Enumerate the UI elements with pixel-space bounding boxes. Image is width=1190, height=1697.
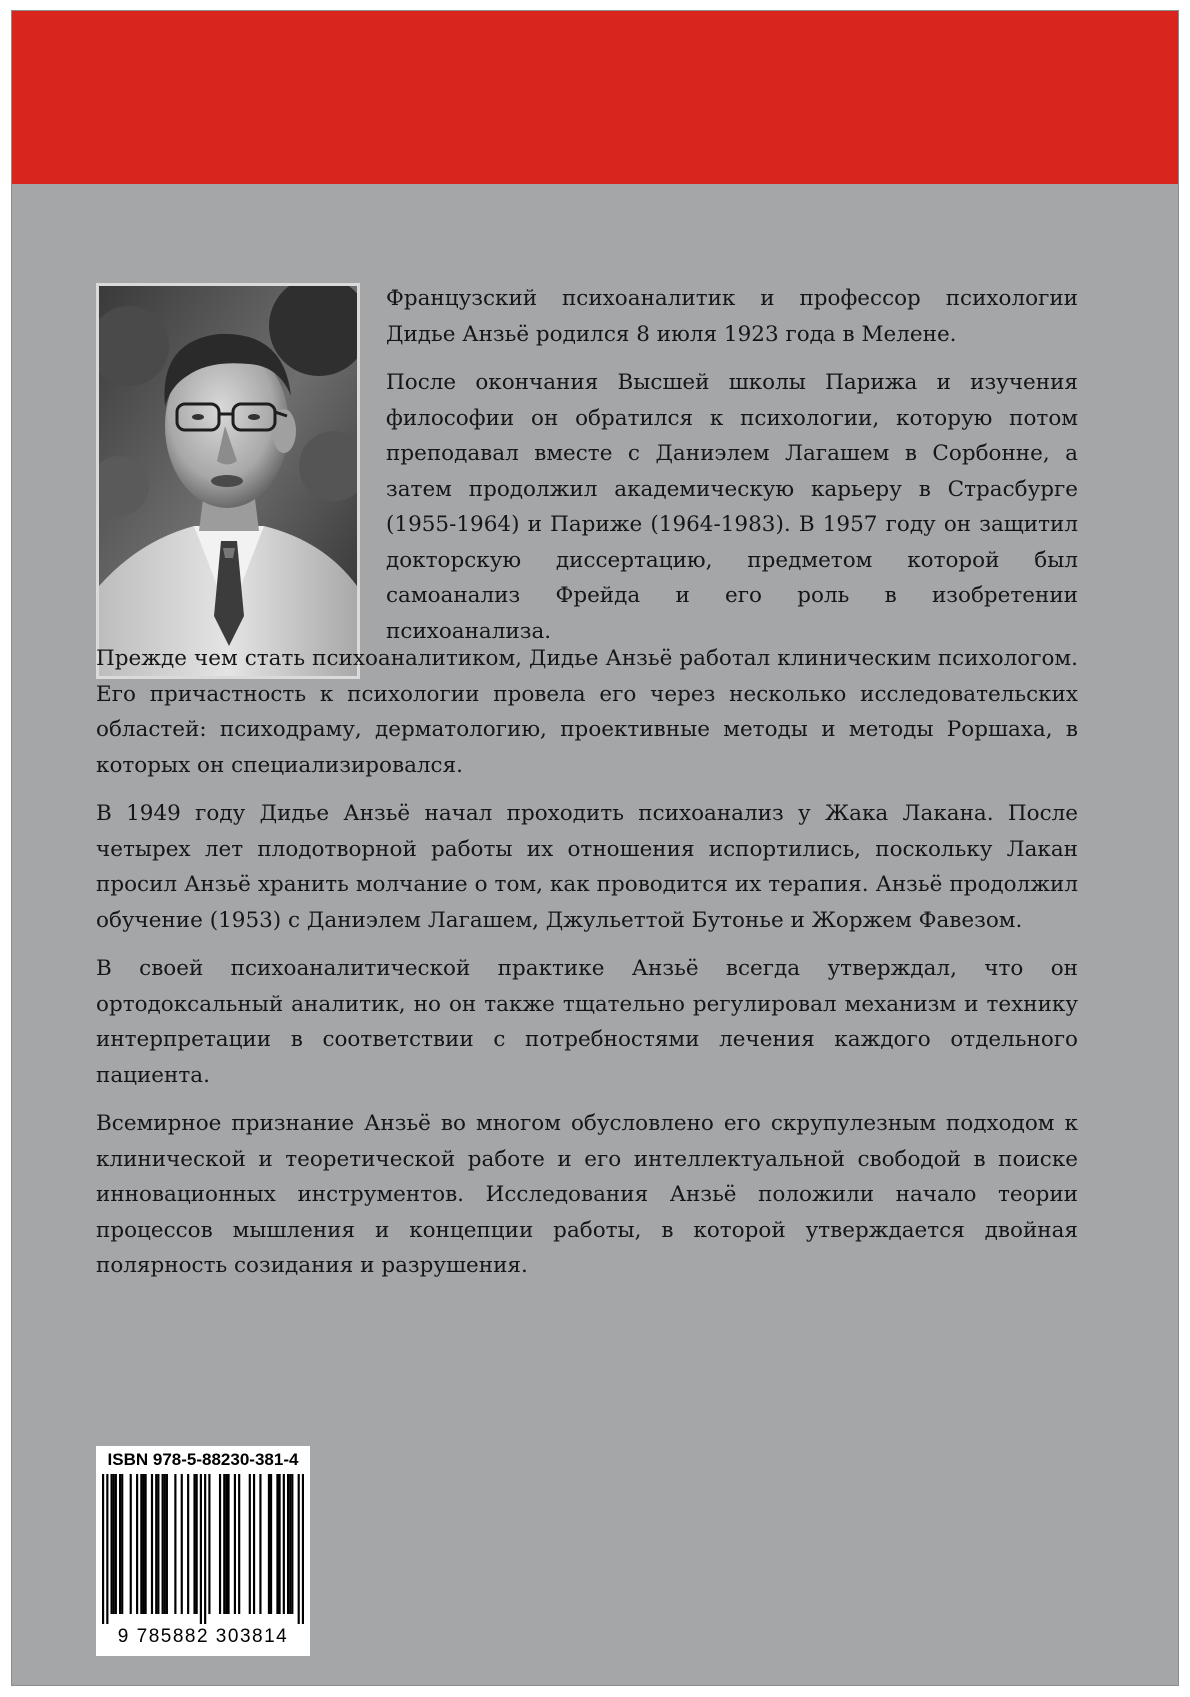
barcode-bar <box>140 1474 142 1614</box>
author-portrait-photo <box>96 283 360 679</box>
barcode-bar <box>102 1474 104 1624</box>
barcode-bar <box>225 1474 227 1614</box>
barcode-bar <box>200 1474 202 1624</box>
barcode-bar <box>234 1474 236 1614</box>
barcode-bar <box>270 1474 272 1614</box>
barcode-bar <box>208 1474 210 1614</box>
barcode-bar <box>155 1474 157 1614</box>
barcode-bar <box>238 1474 240 1614</box>
portrait-illustration <box>99 286 357 676</box>
barcode-bar <box>121 1474 123 1614</box>
barcode-bar <box>115 1474 117 1614</box>
bio-paragraph-3: Прежде чем стать психоаналитиком, Дидье Анзьё работал клиническим психологом. Его причастность к психологии провела его через несколько исследовательских областей: психодраму, дерматологию, проективные методы и методы Роршаха, в которых он специализировался. <box>96 646 1078 778</box>
barcode-bar <box>130 1474 132 1614</box>
barcode-bar <box>302 1474 304 1624</box>
bio-paragraph-1: Французский психоаналитик и профессор психологии Дидье Анзьё родился 8 июля 1923 года в Мелене. <box>386 286 1078 347</box>
barcode-bar <box>145 1474 147 1614</box>
author-bio-lead <box>386 281 1078 662</box>
barcode-bar <box>162 1474 164 1614</box>
barcode-bar <box>193 1474 195 1614</box>
barcode-bars <box>102 1474 304 1624</box>
barcode-bar <box>196 1474 198 1614</box>
barcode-bar <box>298 1474 300 1624</box>
isbn-label: ISBN 978-5-88230-381-4 <box>107 1450 299 1469</box>
barcode-bar <box>289 1474 291 1614</box>
barcode-bar <box>227 1474 229 1614</box>
barcode-bar <box>151 1474 153 1614</box>
barcode-bar <box>276 1474 278 1614</box>
barcode-bar <box>187 1474 189 1614</box>
barcode-bar <box>174 1474 176 1614</box>
barcode-bar <box>119 1474 121 1614</box>
barcode-bar <box>223 1474 225 1614</box>
author-bio-body <box>96 641 1078 1297</box>
bio-paragraph-6: Всемирное признание Анзьё во многом обусловлено его скрупулезным подходом к клинической и теоретической работе и его интеллектуальной свободой в поиске инновационных инструментов. Исследования Анзьё положили начало теории процессов мышления и концепции работы, в которой утверждается двойная полярность созидания и разрушения. <box>96 1111 1078 1278</box>
barcode-bar <box>142 1474 144 1614</box>
barcode-bar <box>287 1474 289 1614</box>
ean-digits: 9 785882 303814 <box>117 1626 289 1647</box>
barcode-bar <box>253 1474 255 1614</box>
bio-paragraph-2: После окончания Высшей школы Парижа и изучения философии он обратился к психологии, которую потом преподавал вместе с Даниэлем Лагашем в Сорбонне, а затем продолжил академическую карьеру в Страсбурге (1955-1964) и Париже (1964-1983). В 1957 году он защитил докторскую диссертацию, предметом которой был самоанализ Фрейда и его роль в изобретении психоанализа. <box>386 370 1078 644</box>
barcode-bar <box>283 1474 285 1614</box>
barcode-bar <box>111 1474 113 1614</box>
barcode-bar <box>136 1474 138 1614</box>
barcode-bar <box>204 1474 206 1624</box>
bio-paragraph-4: В 1949 году Дидье Анзьё начал проходить психоанализ у Жака Лакана. После четырех лет плодотворной работы их отношения испортились, поскольку Лакан просил Анзьё хранить молчание о том, как проводится их терапия. Анзьё продолжил обучение (1953) с Даниэлем Лагашем, Джульеттой Бутонье и Жоржем Фавезом. <box>96 801 1078 933</box>
barcode-bar <box>157 1474 159 1614</box>
barcode-bar <box>249 1474 251 1614</box>
barcode-bar <box>164 1474 166 1614</box>
red-top-band <box>12 11 1178 184</box>
barcode-bar <box>166 1474 168 1614</box>
barcode-bar <box>219 1474 221 1614</box>
book-back-cover <box>11 10 1179 1686</box>
barcode-bar <box>291 1474 293 1614</box>
barcode-bar <box>259 1474 261 1614</box>
barcode-bar <box>181 1474 183 1614</box>
bio-paragraph-5: В своей психоаналитической практике Анзьё всегда утверждал, что он ортодоксальный аналитик, но он также тщательно регулировал механизм и технику интерпретации в соответствии с потребностями лечения каждого отдельного пациента. <box>96 956 1078 1088</box>
barcode-bar <box>113 1474 115 1614</box>
barcode-bar <box>106 1474 108 1624</box>
barcode-bar <box>268 1474 270 1614</box>
isbn-barcode <box>96 1446 310 1656</box>
barcode-bar <box>278 1474 280 1614</box>
